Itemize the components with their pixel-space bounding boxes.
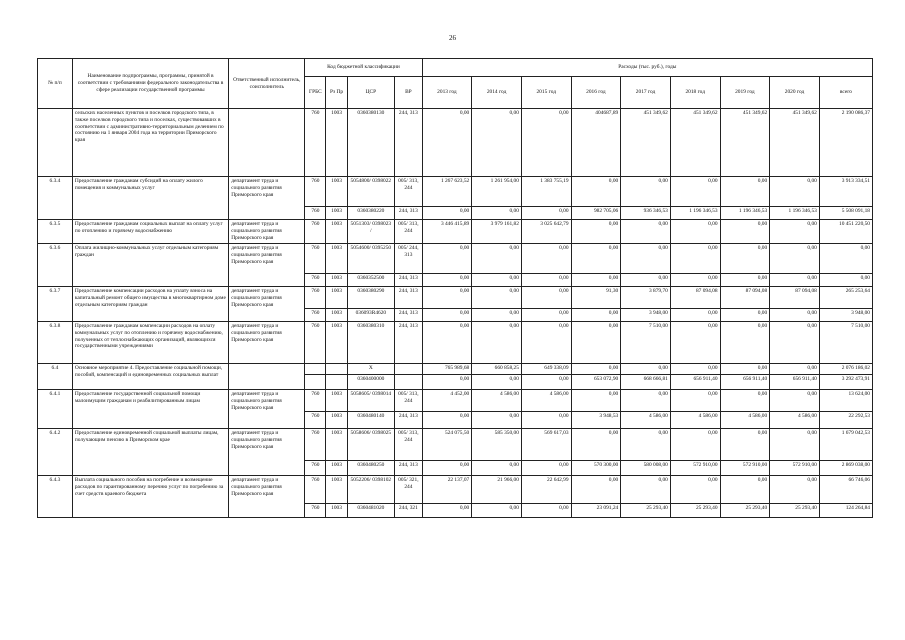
code-csr: 5054800/ 0398022 [347,177,395,207]
code-csr: 0360380130 [347,109,395,177]
expense-value: 660 858,25 [472,364,522,375]
expense-value: 1 383 755,19 [521,177,571,207]
expense-value: 0,00 [571,364,621,375]
program-name: Основное мероприятие 4. Предоставление социальной помощи, пособий, компенсаций и единовременных социальных выплат [72,364,228,390]
expense-value: 0,00 [472,375,522,390]
code-rz-pr: 1003 [326,207,347,220]
code-grbs [305,375,326,390]
header-budget-code: Код бюджетной классификации [305,59,422,77]
expense-value: 4 586,00 [670,412,720,429]
code-csr: 0360380290 [347,287,395,309]
program-name: Предоставление гражданам компенсации расходов на оплату коммунальных услуг по отоплению и горячему водоснабжению, полученных от теплоснабжающих организаций, являющихся государственными учреждениями [72,322,228,364]
code-grbs: 760 [305,322,326,364]
expense-value: 765 989,68 [422,364,472,375]
expense-value: 0,00 [422,461,472,476]
expense-value: 0,00 [720,177,770,207]
expense-value: 0,00 [422,207,472,220]
code-rz-pr: 1003 [326,476,347,504]
expense-value: 4 586,00 [720,412,770,429]
expense-total: 265 253,64 [819,287,872,309]
responsible-executor: департамент труда и социального развития Приморского края [229,244,305,287]
expense-value: 451 349,62 [621,109,671,177]
expense-value: 0,00 [521,274,571,287]
row-number: 6.3.5 [38,220,73,244]
code-vr: 244, 313 [395,287,422,309]
expense-value: 0,00 [472,244,522,274]
code-csr: 0360380310 [347,322,395,364]
code-rz-pr [326,375,347,390]
expense-value: 0,00 [720,309,770,322]
table-row [38,244,873,274]
code-grbs: 760 [305,207,326,220]
code-csr: 0360352500 [347,274,395,287]
expense-value: 0,00 [422,274,472,287]
expense-value: 0,00 [422,244,472,274]
code-csr: 036093R4620 [347,309,395,322]
expense-value: 0,00 [670,177,720,207]
expense-value: 451 349,62 [720,109,770,177]
expense-value: 1 196 346,53 [670,207,720,220]
expense-value: 0,00 [621,390,671,412]
expense-value: 0,00 [521,309,571,322]
header-year-col: 2018 год [670,77,720,109]
expense-value: 0,00 [670,364,720,375]
program-name: Выплата социального пособия на погребение и возмещение расходов по гарантированному перечню услуг по погребению за счет средств краевого бюджета [72,476,228,518]
expense-value: 656 911,40 [670,375,720,390]
expense-value: 0,00 [720,390,770,412]
row-number: 6.3.8 [38,322,73,364]
expense-value: 0,00 [770,476,820,504]
code-rz-pr: 1003 [326,461,347,476]
code-vr: 005/ 244, 313 [395,244,422,274]
code-vr: 244, 313 [395,322,422,364]
code-rz-pr: 1003 [326,287,347,309]
code-grbs: 760 [305,476,326,504]
expense-value: 0,00 [521,375,571,390]
expense-value: 0,00 [670,244,720,274]
expense-value: 87 094,08 [770,287,820,309]
expense-value: 0,00 [571,390,621,412]
header-code-rz-pr: Рз Пр [326,77,347,109]
expense-value: 1 196 346,53 [720,207,770,220]
expense-value: 4 586,00 [521,390,571,412]
expense-value: 0,00 [472,287,522,309]
expense-value: 0,00 [472,412,522,429]
header-year-col: 2019 год [720,77,770,109]
expense-total: 2 869 038,00 [819,461,872,476]
expense-total: 2 076 186,02 [819,364,872,375]
table-row [38,287,873,309]
table-header [38,59,873,109]
table-row [38,109,873,177]
code-rz-pr: 1003 [326,429,347,461]
code-vr: 005/ 313, 244 [395,429,422,461]
header-year-col: 2016 год [571,77,621,109]
header-program-name: Наименование подпрограммы, программы, принятой в соответствии с требованиями федерального законодательства в сфере реализации государственной программы [72,59,228,109]
code-csr: 5058605/ 0398014 [347,390,395,412]
code-rz-pr: 1003 [326,177,347,207]
code-grbs: 760 [305,109,326,177]
expense-value: 22 642,99 [521,476,571,504]
code-rz-pr: 1003 [326,322,347,364]
expense-value: 0,00 [770,390,820,412]
expense-value: 0,00 [621,476,671,504]
expense-value: 936 346,53 [621,207,671,220]
code-csr: 5051303/ 0398023 / [347,220,395,244]
code-vr: 005/ 313, 244 [395,177,422,207]
expense-value: 0,00 [571,274,621,287]
code-vr: 244, 321 [395,504,422,518]
program-name: Предоставление компенсации расходов на уплату взноса на капитальный ремонт общего имущества в многоквартирном доме отдельным категориям граждан [72,287,228,322]
responsible-executor: департамент труда и социального развития Приморского края [229,476,305,518]
expense-value: 0,00 [770,177,820,207]
program-name: Предоставление государственной социальной помощи малоимущим гражданам и реабилитированным лицам [72,390,228,429]
expense-value: 0,00 [521,207,571,220]
expense-value: 21 966,00 [472,476,522,504]
expense-total: 22 292,53 [819,412,872,429]
responsible-executor: департамент труда и социального развития Приморского края [229,177,305,220]
table-body [38,109,873,518]
expense-value: 0,00 [521,109,571,177]
expense-value: 0,00 [472,207,522,220]
table-row [38,177,873,207]
expense-total: 3 292 473,91 [819,375,872,390]
expense-value: 572 910,00 [670,461,720,476]
expense-value: 0,00 [422,375,472,390]
table-row [38,220,873,244]
expense-total: 10 451 220,50 [819,220,872,244]
row-number [38,109,73,177]
code-rz-pr: 1003 [326,220,347,244]
expense-value: 0,00 [472,309,522,322]
expense-value: 0,00 [670,220,720,244]
expense-total: 3 948,00 [819,309,872,322]
expense-value: 0,00 [720,476,770,504]
expense-total: 66 746,06 [819,476,872,504]
responsible-executor: департамент труда и социального развития Приморского края [229,287,305,322]
expense-value: 656 911,40 [770,375,820,390]
code-rz-pr: 1003 [326,309,347,322]
expense-value: 0,00 [670,309,720,322]
expense-value: 0,00 [770,244,820,274]
expense-value: 572 910,00 [720,461,770,476]
expense-value: 0,00 [770,429,820,461]
expense-value: 3 446 415,89 [422,220,472,244]
expense-value: 3 025 642,79 [521,220,571,244]
code-rz-pr: 1003 [326,390,347,412]
expense-total: 7 510,00 [819,322,872,364]
expense-value: 524 075,50 [422,429,472,461]
code-rz-pr: 1003 [326,274,347,287]
code-grbs: 760 [305,429,326,461]
expense-value: 0,00 [621,177,671,207]
header-no: № п/п [38,59,73,109]
code-rz-pr [326,364,347,375]
code-vr [395,364,422,375]
program-name: Предоставление гражданам субсидий на оплату жилого помещения и коммунальных услуг [72,177,228,220]
header-year-col: 2014 год [472,77,522,109]
header-code-vr: ВР [395,77,422,109]
expense-value: 0,00 [621,274,671,287]
responsible-executor: департамент труда и социального развития Приморского края [229,220,305,244]
expense-value: 23 091,24 [571,504,621,518]
expense-value: 0,00 [571,322,621,364]
expense-value: 649 338,09 [521,364,571,375]
page-number: 26 [449,34,456,42]
expense-value: 0,00 [571,177,621,207]
code-csr: 0360480250 [347,461,395,476]
code-vr: 244, 313 [395,274,422,287]
code-grbs: 760 [305,220,326,244]
expense-value: 4 452,00 [422,390,472,412]
expense-value: 0,00 [720,429,770,461]
code-grbs [305,364,326,375]
header-year-col: всего [819,77,872,109]
expense-total: 0,00 [819,244,872,274]
header-year-col: 2015 год [521,77,571,109]
expense-value: 0,00 [571,309,621,322]
code-grbs: 760 [305,244,326,274]
expense-value: 0,00 [422,109,472,177]
expense-value: 0,00 [571,429,621,461]
expense-value: 0,00 [521,504,571,518]
expense-value: 0,00 [472,274,522,287]
budget-table [37,58,873,518]
expense-value: 570 300,00 [571,461,621,476]
expense-value: 22 137,07 [422,476,472,504]
expense-value: 0,00 [720,364,770,375]
expense-total: 2 190 086,37 [819,109,872,177]
expense-value: 0,00 [770,309,820,322]
expense-value: 653 072,90 [571,375,621,390]
code-grbs: 760 [305,461,326,476]
expense-value: 1 267 623,52 [422,177,472,207]
expense-value: 0,00 [521,244,571,274]
expense-value: 3 979 161,82 [472,220,522,244]
code-vr: 244, 313 [395,412,422,429]
expense-value: 1 261 954,00 [472,177,522,207]
expense-value: 0,00 [472,461,522,476]
header-expenses: Расходы (тыс. руб.), годы [422,59,872,77]
expense-total: 5 508 091,18 [819,207,872,220]
expense-value: 404687,89 [571,109,621,177]
expense-value: 7 510,00 [621,322,671,364]
code-grbs: 760 [305,504,326,518]
code-vr: 005/ 313, 244 [395,220,422,244]
responsible-executor [229,364,305,390]
expense-value: 0,00 [422,412,472,429]
program-name: Предоставление единовременной социальной выплаты лицам, получающим пенсию в Приморском крае [72,429,228,476]
header-year-col: 2020 год [770,77,820,109]
code-csr: X [347,364,395,375]
expense-total: 13 624,00 [819,390,872,412]
expense-value: 0,00 [720,274,770,287]
code-csr: 0360480140 [347,412,395,429]
expense-value: 25 293,40 [770,504,820,518]
program-name: Оплата жилищно-коммунальных услуг отдельным категориям граждан [72,244,228,287]
row-number: 6.4.2 [38,429,73,476]
expense-value: 0,00 [521,412,571,429]
code-rz-pr: 1003 [326,109,347,177]
header-code-grbs: ГРБС [305,77,326,109]
expense-value: 0,00 [621,220,671,244]
code-vr: 244, 313 [395,109,422,177]
code-grbs: 760 [305,287,326,309]
expense-value: 572 910,00 [770,461,820,476]
row-number: 6.3.4 [38,177,73,220]
code-csr: 5058606/ 0398025 [347,429,395,461]
code-vr [395,375,422,390]
code-rz-pr: 1003 [326,504,347,518]
expense-value: 668 666,81 [621,375,671,390]
expense-value: 0,00 [521,461,571,476]
expense-value: 0,00 [621,429,671,461]
expense-total: 3 913 334,51 [819,177,872,207]
code-rz-pr: 1003 [326,244,347,274]
code-csr: 5054600/ 0395250 [347,244,395,274]
responsible-executor: департамент труда и социального развития Приморского края [229,390,305,429]
expense-value: 25 293,40 [720,504,770,518]
code-vr: 005/ 313, 244 [395,390,422,412]
expense-value: 87 094,08 [720,287,770,309]
expense-value: 0,00 [521,322,571,364]
expense-value: 1 196 346,53 [770,207,820,220]
expense-value: 0,00 [472,109,522,177]
expense-value: 580 008,00 [621,461,671,476]
expense-total: 0,00 [819,274,872,287]
expense-value: 0,00 [422,504,472,518]
code-vr: 005/ 321, 244 [395,476,422,504]
expense-value: 0,00 [621,364,671,375]
expense-value: 0,00 [422,287,472,309]
expense-value: 0,00 [621,244,671,274]
table-row [38,390,873,412]
table-row [38,429,873,461]
expense-value: 0,00 [770,322,820,364]
expense-value: 0,00 [670,322,720,364]
expense-total: 1 679 042,53 [819,429,872,461]
row-number: 6.4.1 [38,390,73,429]
expense-value: 0,00 [720,220,770,244]
expense-value: 0,00 [521,287,571,309]
expense-value: 91,30 [571,287,621,309]
responsible-executor [229,109,305,177]
expense-value: 0,00 [670,274,720,287]
expense-value: 0,00 [770,364,820,375]
code-grbs: 760 [305,412,326,429]
header-responsible: Ответственный исполнитель, соисполнитель [229,59,305,109]
expense-value: 0,00 [670,476,720,504]
expense-value: 0,00 [422,322,472,364]
header-year-col: 2013 год [422,77,472,109]
expense-value: 0,00 [571,220,621,244]
expense-value: 0,00 [472,504,522,518]
code-vr: 244, 313 [395,309,422,322]
program-name: Предоставление гражданам социальных выплат на оплату услуг по отоплению и горячему водоснабжению [72,220,228,244]
expense-value: 3 879,70 [621,287,671,309]
code-grbs: 760 [305,309,326,322]
expense-value: 0,00 [670,390,720,412]
code-vr: 244, 313 [395,461,422,476]
expense-value: 3 948,00 [621,309,671,322]
code-csr: 0360481020 [347,504,395,518]
expense-value: 0,00 [571,244,621,274]
expense-value: 451 349,62 [770,109,820,177]
code-csr: 0360380220 [347,207,395,220]
expense-total: 124 264,84 [819,504,872,518]
expense-value: 0,00 [571,476,621,504]
row-number: 6.4 [38,364,73,390]
expense-value: 0,00 [720,244,770,274]
code-vr: 244, 313 [395,207,422,220]
code-grbs: 760 [305,177,326,207]
row-number: 6.3.7 [38,287,73,322]
expense-value: 569 617,03 [521,429,571,461]
expense-value: 4 586,00 [770,412,820,429]
responsible-executor: департамент труда и социального развития Приморского края [229,429,305,476]
expense-value: 3 948,53 [571,412,621,429]
expense-value: 0,00 [670,429,720,461]
expense-value: 656 911,40 [720,375,770,390]
header-year-col: 2017 год [621,77,671,109]
expense-value: 982 705,06 [571,207,621,220]
responsible-executor: департамент труда и социального развития Приморского края [229,322,305,364]
expense-value: 451 349,62 [670,109,720,177]
row-number: 6.3.6 [38,244,73,287]
table-row [38,364,873,375]
program-name: сельских населенных пунктов и поселков городского типа, в также поселков городского типа и поселках, существовавших в соответствии с административно-территориальным делением по состоянию на 1 января 2004 года на территории Приморского края [72,109,228,177]
expense-value: 4 586,00 [472,390,522,412]
expense-value: 0,00 [720,322,770,364]
header-code-csr: ЦСР [347,77,395,109]
expense-value: 4 586,00 [621,412,671,429]
row-number: 6.4.3 [38,476,73,518]
expense-value: 25 293,40 [670,504,720,518]
code-grbs: 760 [305,274,326,287]
expense-value: 585 350,00 [472,429,522,461]
expense-value: 0,00 [770,274,820,287]
expense-value: 0,00 [422,309,472,322]
code-grbs: 760 [305,390,326,412]
expense-value: 87 094,08 [670,287,720,309]
code-rz-pr: 1003 [326,412,347,429]
table-row [38,322,873,364]
table-row [38,476,873,504]
expense-value: 25 293,40 [621,504,671,518]
code-csr: 5052206/ 0398102 [347,476,395,504]
expense-value: 0,00 [472,322,522,364]
expense-value: 0,00 [770,220,820,244]
code-csr: 0360400000 [347,375,395,390]
